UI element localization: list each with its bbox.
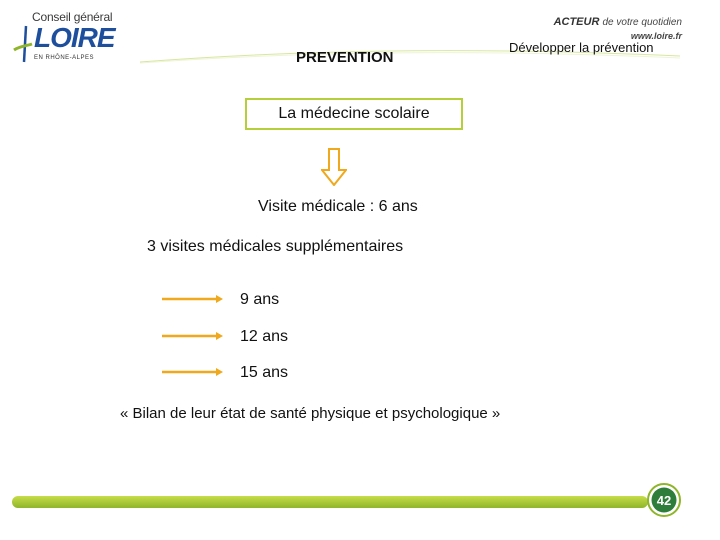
page-subtitle: Développer la prévention: [509, 40, 654, 55]
slogan-rest: de votre quotidien: [602, 17, 682, 28]
age-label: 12 ans: [240, 328, 289, 345]
slogan-accent: ACTEUR: [553, 16, 600, 28]
age-label: 9 ans: [240, 291, 280, 308]
list-item: [162, 291, 362, 311]
down-arrow-icon: [321, 148, 347, 186]
website-text: www.loire.fr: [630, 31, 682, 41]
arrow-right-icon: [162, 331, 224, 341]
visit-text: Visite médicale : 6 ans: [258, 198, 418, 215]
arrow-right-icon: [162, 367, 224, 377]
cross-mark-icon: [12, 24, 34, 64]
extra-visits-text: 3 visites médicales supplémentaires: [147, 238, 404, 255]
logo-sub-text: EN RHÔNE-ALPES: [34, 55, 95, 61]
list-item: [162, 364, 362, 384]
quote-text: « Bilan de leur état de santé physique et psychologique »: [120, 405, 501, 422]
list-item: [162, 328, 362, 348]
page-title: PREVENTION: [296, 49, 394, 66]
age-label: 15 ans: [240, 364, 289, 381]
logo-top-text: Conseil général: [32, 10, 113, 24]
arrow-right-icon: [162, 294, 224, 304]
council-logo: [12, 8, 137, 68]
logo-main-text: LOIRE: [34, 22, 115, 53]
footer-bar: [12, 496, 648, 508]
topic-box-label: La médecine scolaire: [278, 105, 430, 122]
department-badge-icon: [647, 483, 681, 517]
slogan: [554, 16, 682, 28]
badge-number: 42: [656, 493, 672, 508]
topic-box: [245, 98, 463, 130]
